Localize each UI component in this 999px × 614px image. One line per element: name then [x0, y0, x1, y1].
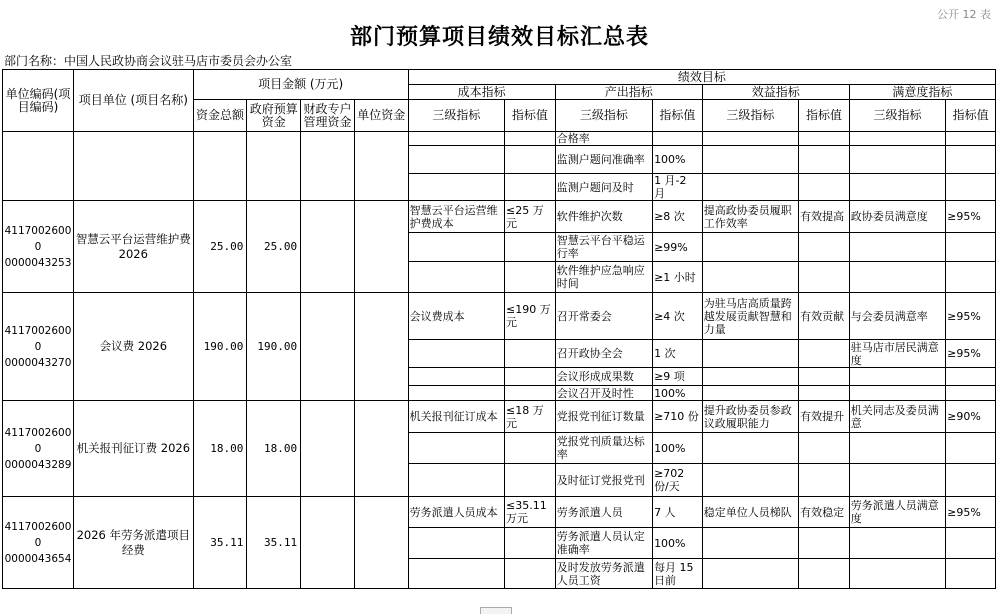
header-unit-funds: 单位资金: [354, 100, 408, 132]
sat-name-cell: 劳务派遣人员满意度: [849, 497, 945, 528]
benefit-name-cell: 稳定单位人员梯队: [702, 497, 798, 528]
output-name-cell: 及时征订党报党刊: [555, 464, 652, 497]
gov-budget-cell: 25.00: [247, 201, 301, 293]
sat-name-cell: 政协委员满意度: [849, 201, 945, 233]
fiscal-special-cell: [301, 497, 355, 589]
output-value-cell: 1 月-2 月: [653, 174, 703, 201]
unit-code-cell: [3, 497, 74, 589]
unit-project-cell: [73, 132, 193, 201]
output-value-cell: 100%: [653, 528, 703, 559]
sat-name-cell: [849, 559, 945, 589]
benefit-value-cell: [799, 528, 850, 559]
cost-name-cell: [408, 368, 504, 386]
sat-value-cell: [946, 262, 996, 293]
fiscal-special-cell: [301, 132, 355, 201]
header-output: 产出指标: [555, 85, 702, 100]
cost-value-cell: [505, 340, 556, 368]
header-cost-level3: 三级指标: [408, 100, 504, 132]
unit-funds-cell: [354, 293, 408, 401]
sat-value-cell: ≥95%: [946, 340, 996, 368]
output-name-cell: 召开常委会: [555, 293, 652, 340]
output-value-cell: ≥702 份/天: [653, 464, 703, 497]
unit-code-line: 41170026000: [4, 426, 72, 455]
header-cost: 成本指标: [408, 85, 555, 100]
header-amount: 项目金额 (万元): [193, 70, 408, 100]
benefit-value-cell: [799, 174, 850, 201]
cost-name-cell: [408, 464, 504, 497]
cost-value-cell: [505, 464, 556, 497]
page-title: 部门预算项目绩效目标汇总表: [349, 24, 649, 50]
sat-value-cell: ≥95%: [946, 201, 996, 233]
cost-name-cell: [408, 528, 504, 559]
benefit-name-cell: 为驻马店高质量跨越发展贡献智慧和力量: [702, 293, 798, 340]
output-value-cell: ≥99%: [653, 233, 703, 262]
sat-value-cell: ≥90%: [946, 401, 996, 433]
cost-value-cell: [505, 146, 556, 174]
benefit-value-cell: [799, 386, 850, 401]
fiscal-special-cell: [301, 201, 355, 293]
output-value-cell: ≥9 项: [653, 368, 703, 386]
benefit-name-cell: [702, 132, 798, 146]
benefit-value-cell: 有效贡献: [799, 293, 850, 340]
sat-name-cell: [849, 368, 945, 386]
output-name-cell: 会议召开及时性: [555, 386, 652, 401]
benefit-value-cell: [799, 233, 850, 262]
header-satisfaction: 满意度指标: [849, 85, 995, 100]
cost-value-cell: [505, 559, 556, 589]
header-cost-value: 指标值: [505, 100, 556, 132]
header-benefit-level3: 三级指标: [702, 100, 798, 132]
benefit-name-cell: [702, 262, 798, 293]
benefit-name-cell: [702, 386, 798, 401]
sat-value-cell: [946, 433, 996, 464]
benefit-value-cell: [799, 340, 850, 368]
gov-budget-cell: [247, 132, 301, 201]
cost-name-cell: [408, 433, 504, 464]
header-performance: 绩效目标: [408, 70, 995, 85]
cost-value-cell: ≤18 万元: [505, 401, 556, 433]
project-name-cell: 机关报刊征订费 2026: [73, 401, 193, 497]
table-row: [3, 497, 996, 528]
unit-funds-cell: [354, 132, 408, 201]
output-value-cell: 1 次: [653, 340, 703, 368]
project-name-cell: 会议费 2026: [73, 293, 193, 401]
header-unit-code: 单位编码(项目编码): [3, 70, 74, 132]
benefit-value-cell: [799, 464, 850, 497]
output-value-cell: 100%: [653, 386, 703, 401]
header-gov-budget: 政府预算资金: [247, 100, 301, 132]
output-value-cell: 100%: [653, 433, 703, 464]
output-name-cell: 监测户题问及时: [555, 174, 652, 201]
public-tag: 公开 12 表: [937, 8, 991, 21]
project-name-cell: 2026 年劳务派遣项目经费: [73, 497, 193, 589]
benefit-name-cell: [702, 340, 798, 368]
sat-value-cell: [946, 174, 996, 201]
header-fiscal-special: 财政专户管理资金: [301, 100, 355, 132]
benefit-name-cell: 提升政协委员参政议政履职能力: [702, 401, 798, 433]
cost-value-cell: [505, 233, 556, 262]
cost-value-cell: [505, 528, 556, 559]
sat-name-cell: 驻马店市居民满意度: [849, 340, 945, 368]
sat-value-cell: [946, 464, 996, 497]
cost-name-cell: [408, 174, 504, 201]
header-unit-project: 项目单位 (项目名称): [73, 70, 193, 132]
cost-value-cell: [505, 433, 556, 464]
benefit-value-cell: 有效稳定: [799, 497, 850, 528]
header-output-value: 指标值: [653, 100, 703, 132]
header-sat-level3: 三级指标: [849, 100, 945, 132]
unit-funds-cell: [354, 497, 408, 589]
unit-code-cell: [3, 401, 74, 497]
sat-name-cell: [849, 464, 945, 497]
total-cell: [193, 132, 247, 201]
output-value-cell: ≥8 次: [653, 201, 703, 233]
performance-table: [2, 69, 996, 589]
sat-value-cell: [946, 368, 996, 386]
cost-name-cell: 智慧云平台运营维护费成本: [408, 201, 504, 233]
unit-funds-cell: [354, 401, 408, 497]
benefit-name-cell: [702, 433, 798, 464]
header-benefit: 效益指标: [702, 85, 849, 100]
cost-value-cell: [505, 174, 556, 201]
cost-value-cell: ≤35.11 万元: [505, 497, 556, 528]
sat-value-cell: ≥95%: [946, 497, 996, 528]
unit-code-line: 41170026000: [4, 324, 72, 353]
cost-value-cell: [505, 262, 556, 293]
output-value-cell: ≥4 次: [653, 293, 703, 340]
cost-name-cell: [408, 262, 504, 293]
header-benefit-value: 指标值: [799, 100, 850, 132]
header-sat-value: 指标值: [946, 100, 996, 132]
benefit-name-cell: [702, 559, 798, 589]
cost-name-cell: 劳务派遣人员成本: [408, 497, 504, 528]
benefit-value-cell: 有效提高: [799, 201, 850, 233]
cost-value-cell: [505, 132, 556, 146]
gov-budget-cell: 18.00: [247, 401, 301, 497]
cost-name-cell: 机关报刊征订成本: [408, 401, 504, 433]
output-name-cell: 软件维护应急响应时间: [555, 262, 652, 293]
benefit-name-cell: 提高政协委员履职工作效率: [702, 201, 798, 233]
total-cell: 190.00: [193, 293, 247, 401]
sat-name-cell: [849, 262, 945, 293]
sat-name-cell: 机关同志及委员满意: [849, 401, 945, 433]
output-name-cell: 合格率: [555, 132, 652, 146]
cost-value-cell: ≤190 万元: [505, 293, 556, 340]
output-name-cell: 党报党刊征订数量: [555, 401, 652, 433]
output-name-cell: 会议形成成果数: [555, 368, 652, 386]
table-row: [3, 201, 996, 233]
unit-funds-cell: [354, 201, 408, 293]
benefit-value-cell: [799, 559, 850, 589]
output-name-cell: 党报党刊质量达标率: [555, 433, 652, 464]
cost-name-cell: [408, 146, 504, 174]
sat-value-cell: [946, 528, 996, 559]
project-name-cell: 智慧云平台运营维护费 2026: [73, 201, 193, 293]
sat-name-cell: 与会委员满意率: [849, 293, 945, 340]
cost-value-cell: [505, 386, 556, 401]
benefit-name-cell: [702, 464, 798, 497]
total-cell: 18.00: [193, 401, 247, 497]
total-cell: 35.11: [193, 497, 247, 589]
sat-value-cell: [946, 233, 996, 262]
sat-value-cell: [946, 132, 996, 146]
gov-budget-cell: 35.11: [247, 497, 301, 589]
benefit-value-cell: [799, 368, 850, 386]
sat-value-cell: [946, 146, 996, 174]
output-value-cell: 7 人: [653, 497, 703, 528]
header-output-level3: 三级指标: [555, 100, 652, 132]
unit-code-line: 0000043654: [4, 552, 72, 565]
output-name-cell: 及时发放劳务派遣人员工资: [555, 559, 652, 589]
sat-name-cell: [849, 433, 945, 464]
unit-code-line: 41170026000: [4, 224, 72, 253]
gov-budget-cell: 190.00: [247, 293, 301, 401]
output-value-cell: ≥1 小时: [653, 262, 703, 293]
unit-code-line: 0000043253: [4, 256, 72, 269]
benefit-name-cell: [702, 233, 798, 262]
table-row: [3, 293, 996, 340]
output-name-cell: 监测户题问准确率: [555, 146, 652, 174]
output-value-cell: 每月 15 日前: [653, 559, 703, 589]
benefit-value-cell: [799, 146, 850, 174]
table-row: [3, 132, 996, 146]
horizontal-scrollbar[interactable]: [480, 607, 512, 614]
output-name-cell: 劳务派遣人员认定准确率: [555, 528, 652, 559]
cost-name-cell: 会议费成本: [408, 293, 504, 340]
unit-code-line: 0000043289: [4, 458, 72, 471]
unit-code-cell: [3, 132, 74, 201]
sat-value-cell: [946, 559, 996, 589]
sat-name-cell: [849, 233, 945, 262]
cost-value-cell: ≤25 万元: [505, 201, 556, 233]
cost-name-cell: [408, 386, 504, 401]
output-value-cell: ≥710 份: [653, 401, 703, 433]
benefit-name-cell: [702, 368, 798, 386]
benefit-value-cell: [799, 262, 850, 293]
total-cell: 25.00: [193, 201, 247, 293]
cost-name-cell: [408, 340, 504, 368]
benefit-name-cell: [702, 528, 798, 559]
output-name-cell: 召开政协全会: [555, 340, 652, 368]
cost-name-cell: [408, 233, 504, 262]
cost-name-cell: [408, 559, 504, 589]
fiscal-special-cell: [301, 401, 355, 497]
benefit-name-cell: [702, 174, 798, 201]
benefit-value-cell: [799, 132, 850, 146]
cost-name-cell: [408, 132, 504, 146]
sat-value-cell: [946, 386, 996, 401]
header-total: 资金总额: [193, 100, 247, 132]
benefit-value-cell: [799, 433, 850, 464]
unit-code-cell: [3, 201, 74, 293]
sat-name-cell: [849, 174, 945, 201]
sat-name-cell: [849, 528, 945, 559]
benefit-name-cell: [702, 146, 798, 174]
cost-value-cell: [505, 368, 556, 386]
department-label: 部门名称：中国人民政协商会议驻马店市委员会办公室: [4, 54, 293, 68]
sat-name-cell: [849, 386, 945, 401]
unit-code-line: 0000043270: [4, 356, 72, 369]
output-name-cell: 软件维护次数: [555, 201, 652, 233]
unit-code-cell: [3, 293, 74, 401]
output-value-cell: [653, 132, 703, 146]
sat-name-cell: [849, 132, 945, 146]
fiscal-special-cell: [301, 293, 355, 401]
sat-value-cell: ≥95%: [946, 293, 996, 340]
output-name-cell: 智慧云平台平稳运行率: [555, 233, 652, 262]
output-value-cell: 100%: [653, 146, 703, 174]
sat-name-cell: [849, 146, 945, 174]
output-name-cell: 劳务派遣人员: [555, 497, 652, 528]
benefit-value-cell: 有效提升: [799, 401, 850, 433]
table-row: [3, 401, 996, 433]
unit-code-line: 41170026000: [4, 520, 72, 549]
